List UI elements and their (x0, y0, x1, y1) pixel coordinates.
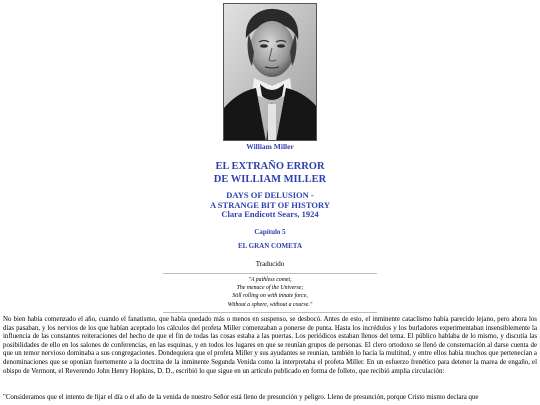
title-line-1: EL EXTRAÑO ERROR (215, 161, 325, 172)
subtitle-line-2: A STRANGE BIT OF HISTORY (210, 199, 330, 210)
subtitle-block (0, 191, 540, 220)
page-title (0, 161, 540, 186)
portrait-caption: William Miller (246, 142, 294, 151)
title-line-2: DE WILLIAM MILLER (213, 173, 327, 185)
translator-note: Traducido (255, 260, 285, 268)
author-line: Clara Endicott Sears, 1924 (221, 209, 319, 220)
divider-top (163, 273, 377, 274)
portrait-illustration (224, 4, 317, 141)
chapter-title: EL GRAN COMETA (237, 242, 303, 250)
poem-line-1: "A pathless comet, (248, 277, 292, 283)
poem-line-2: The menace of the Universe; (236, 285, 304, 292)
poem-line-4: Without a sphere, without a course." (227, 301, 313, 308)
portrait-image (223, 3, 317, 141)
divider-bottom (163, 312, 377, 313)
body-paragraph-1: No bien había comenzado el año, cuando el fanatismo, que había quedado más o menos en suspenso, se desbocó. Antes de esto, el inminente cataclismo había parecido lejano, pero ahora los días pasaban, y los nervios de los que habían aceptado los cálculos del profeta Miller comenzaban a ponerse de punta. Hasta los incrédulos y los burladores experimentaban insensiblemente la influencia de las constantes reiteraciones del hecho de que el fin de todas las cosas estaba a las puertas. Los periódicos estaban llenos del tema. El público hablaba de lo mismo, y discutía las posibilidades de ello en los salones de conferencias, en las esquinas, y en todos los lugares en que se reunían grupos de personas. El clero ortodoxo se llenó de consternación al darse cuenta de que un temor nervioso dominaba a sus congregaciones. Dondequiera que el profeta Miller y sus ayudantes se reunían, también lo hacía la multitud, y entre ellos había muchos que pertenecían a denominaciones que se oponían fuertemente a la doctrina de la inminente Segunda Venida como la interpretaba el profeta Miller. En un esfuerzo frenético para detener la marea de engaño, el obispo de Vermont, el Reverendo John Henry Hopkins, D. D., escribió lo que sigue en un artículo publicado en forma de folleto, que recibió amplia circulación: (3, 316, 537, 375)
chapter-number: Capítulo 5 (254, 228, 286, 236)
poem-line-3: Still rolling on with innate force, (232, 293, 308, 300)
body-paragraph-2: "Consideramos que el intento de fijar el día o el año de la venida de nuestro Señor está lleno de presunción y peligro. Lleno de presunción, porque Cristo mismo declara que (3, 394, 479, 401)
epigraph-poem (0, 276, 540, 309)
subtitle-line-1: DAYS OF DELUSION - (226, 190, 314, 200)
